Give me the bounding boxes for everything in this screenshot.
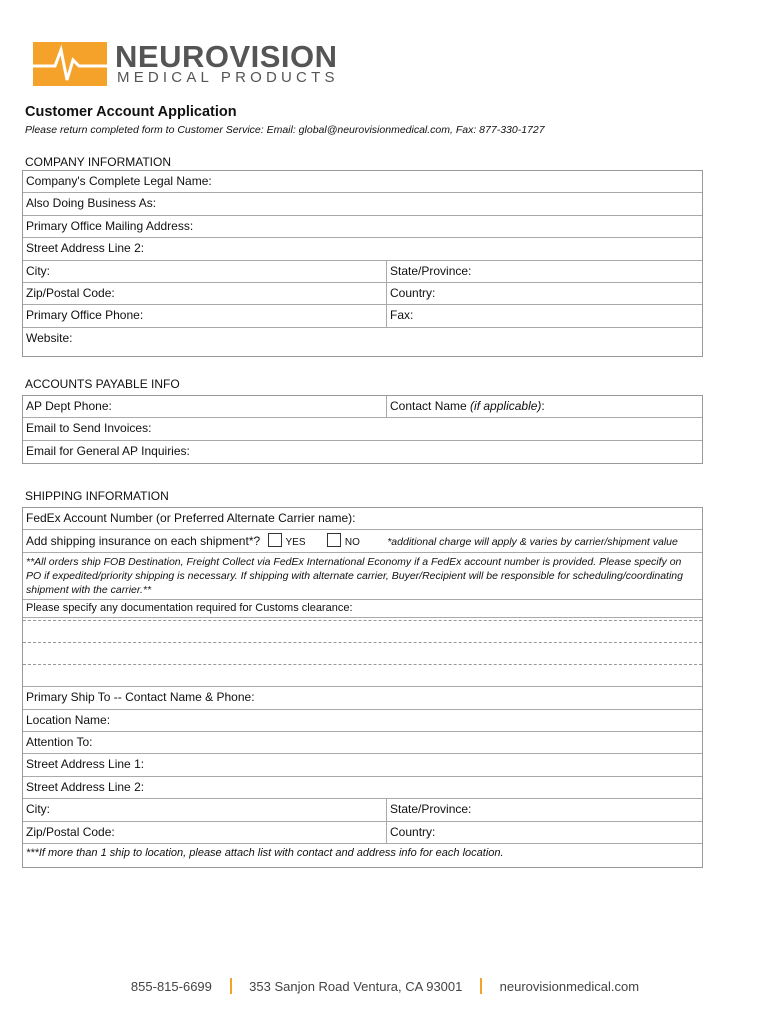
email-inquiries-row[interactable]: [23, 441, 702, 463]
email-inquiries-label: Email for General AP Inquiries:: [26, 443, 190, 458]
insurance-note: *additional charge will apply & varies by carrier/shipment value: [387, 536, 678, 549]
street2-row[interactable]: [23, 238, 702, 260]
ship-street1-label: Street Address Line 1:: [26, 757, 145, 772]
logo-name: NEUROVISION: [115, 39, 338, 74]
customs-line-2[interactable]: [23, 621, 702, 643]
state-field[interactable]: State/Province:: [390, 263, 472, 278]
ship-city-state-row: [23, 799, 702, 821]
phone-field[interactable]: Primary Office Phone:: [23, 305, 387, 326]
ship-street2-label: Street Address Line 2:: [26, 779, 145, 794]
ship-street1-row[interactable]: [23, 754, 702, 776]
ship-to-label: Primary Ship To -- Contact Name & Phone:: [26, 690, 255, 705]
ap-contact-note: (if applicable): [470, 399, 542, 413]
mailing-address-label: Primary Office Mailing Address:: [26, 218, 194, 233]
insurance-no-checkbox[interactable]: [327, 533, 341, 547]
ship-street2-row[interactable]: [23, 777, 702, 799]
company-info-table: [22, 170, 703, 357]
ship-to-row[interactable]: [23, 687, 702, 709]
dba-row[interactable]: [23, 193, 702, 215]
logo-subtitle: MEDICAL PRODUCTS: [117, 69, 339, 86]
mailing-address-row[interactable]: [23, 216, 702, 238]
fedex-label: FedEx Account Number (or Preferred Alternate Carrier name):: [26, 511, 356, 525]
dba-label: Also Doing Business As:: [26, 196, 157, 211]
ship-country-field[interactable]: Country:: [390, 824, 436, 839]
ap-info-table: [22, 395, 703, 464]
ship-zip-field[interactable]: Zip/Postal Code:: [23, 822, 387, 843]
ap-contact-label: Contact Name: [390, 399, 467, 413]
multi-location-note: ***If more than 1 ship to location, please attach list with contact and address info for each location.: [26, 846, 504, 859]
insurance-cell: [23, 530, 702, 551]
zip-country-row: [23, 283, 702, 305]
insurance-label: Add shipping insurance on each shipment*?: [26, 534, 261, 549]
ap-section-heading: ACCOUNTS PAYABLE INFO: [25, 377, 180, 391]
attention-label: Attention To:: [26, 734, 93, 749]
page-footer: [0, 978, 770, 994]
footer-address: 353 Sanjon Road Ventura, CA 93001: [249, 979, 463, 994]
insurance-yes-checkbox[interactable]: [268, 533, 282, 547]
location-label: Location Name:: [26, 712, 111, 727]
insurance-row: [23, 530, 702, 552]
shipping-info-table: [22, 507, 703, 868]
customs-label: Please specify any documentation required for Customs clearance:: [26, 601, 353, 614]
form-instructions: Please return completed form to Customer Service: Email: global@neurovisionmedical.com, Fax: 877-330-1727: [25, 124, 545, 136]
no-label: NO: [344, 537, 360, 549]
ship-city-field[interactable]: City:: [23, 799, 387, 820]
ship-state-field[interactable]: State/Province:: [390, 802, 472, 817]
email-invoices-row[interactable]: [23, 418, 702, 440]
neurovision-logo: [33, 39, 339, 90]
footer-phone: 855-815-6699: [130, 979, 212, 994]
email-invoices-label: Email to Send Invoices:: [26, 421, 152, 436]
pulse-wave-icon: [33, 42, 107, 86]
fax-field[interactable]: Fax:: [390, 308, 414, 323]
attention-row[interactable]: [23, 732, 702, 754]
city-field[interactable]: City:: [23, 261, 387, 282]
country-field[interactable]: Country:: [390, 285, 436, 300]
street2-label: Street Address Line 2:: [26, 241, 145, 256]
footer-separator: [480, 978, 482, 994]
ap-phone-contact-row: [23, 396, 702, 418]
city-state-row: [23, 261, 702, 283]
fob-note: **All orders ship FOB Destination, Freight Collect via FedEx International Economy if a FedEx account number is provided. Please specify on PO if expedited/priority shipping is necessary. If shipping with alternate carrier, Buyer/Recipient will be responsible for scheduling/coordinating shipment with the carrier.**: [23, 553, 702, 600]
location-row[interactable]: [23, 710, 702, 732]
footer-website: neurovisionmedical.com: [499, 979, 640, 994]
customs-row: [23, 600, 702, 618]
ap-contact-colon: :: [541, 399, 545, 413]
fedex-row[interactable]: [23, 508, 702, 530]
company-section-heading: COMPANY INFORMATION: [25, 155, 172, 169]
form-title: Customer Account Application: [25, 104, 237, 120]
legal-name-row[interactable]: [23, 171, 702, 193]
ship-zip-country-row: [23, 822, 702, 844]
footer-separator: [230, 978, 232, 994]
multi-location-note-row: [23, 844, 702, 867]
website-label: Website:: [26, 330, 73, 345]
customs-line-4[interactable]: [23, 665, 702, 687]
legal-name-label: Company's Complete Legal Name:: [26, 174, 212, 188]
yes-label: YES: [285, 537, 306, 549]
zip-field[interactable]: Zip/Postal Code:: [23, 283, 387, 304]
phone-fax-row: [23, 305, 702, 327]
website-row[interactable]: [23, 328, 702, 356]
shipping-section-heading: SHIPPING INFORMATION: [25, 489, 169, 503]
ap-contact-field[interactable]: [387, 396, 702, 417]
ap-phone-field[interactable]: AP Dept Phone:: [23, 396, 387, 417]
customs-line-3[interactable]: [23, 643, 702, 665]
